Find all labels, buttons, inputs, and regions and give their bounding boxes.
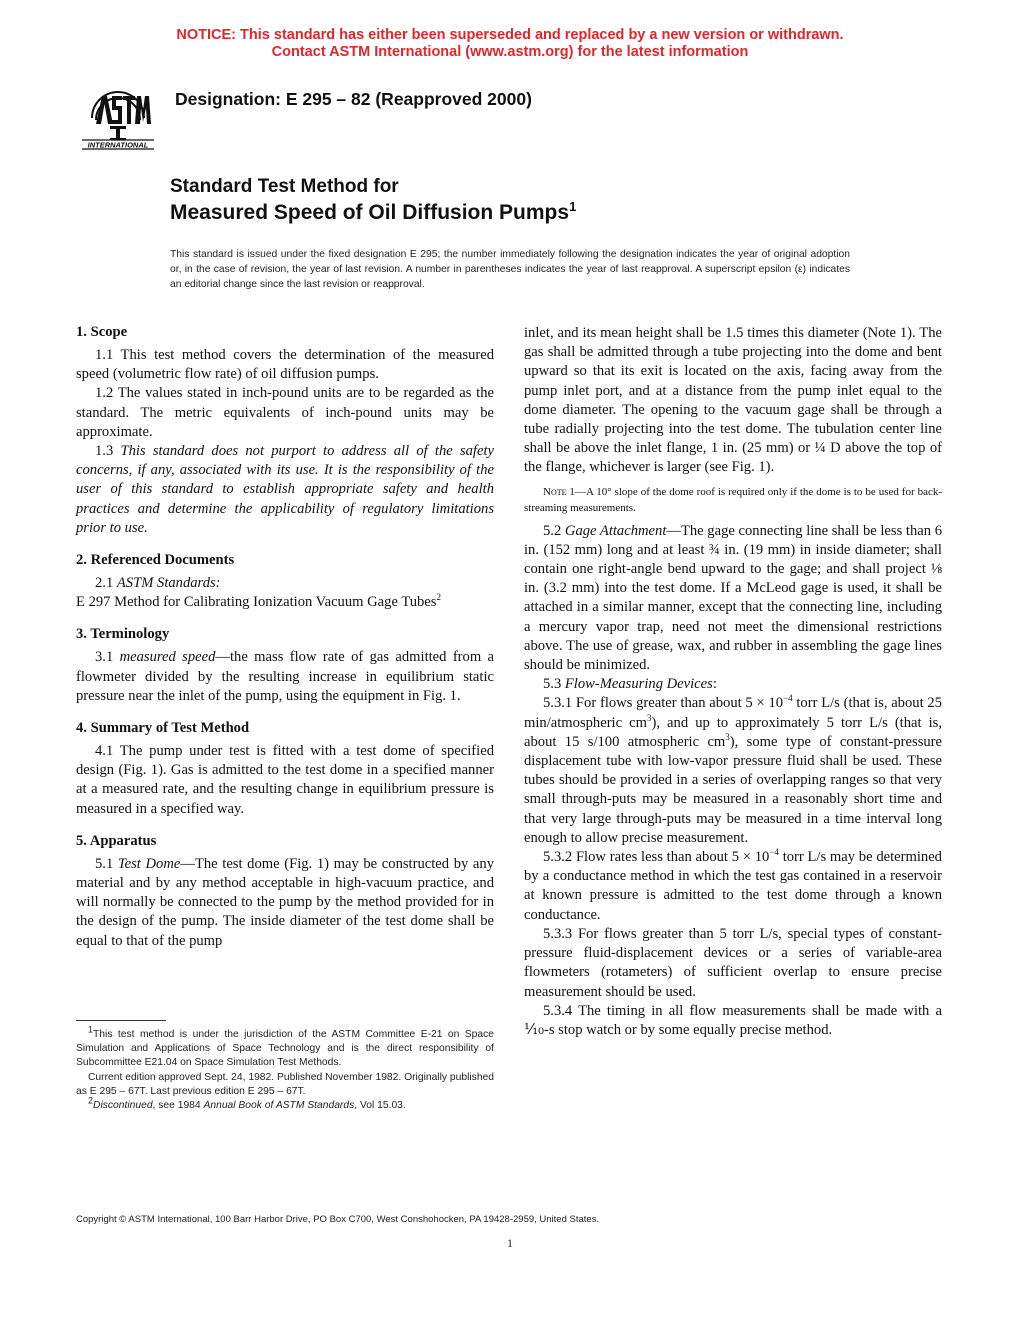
paragraph-text: —The gage connecting line shall be less than 6 in. (152 mm) long and at least ¾ in. (19 mm) in inside diameter; shall contain one right-angle bend upward to the gage; and shall project ⅛ in. (3.2 mm) into the test dome. If a McLeod gage is used, it shall be attached in a similar manner, except that the connecting line, including a mercury vapor trap, need not meet the dimensional restrictions above. The use of grease, wax, and rubber in assembling the gage lines should be minimized. — [524, 522, 942, 674]
copyright-notice: Copyright © ASTM International, 100 Barr Harbor Drive, PO Box C700, West Conshohocken, PA 19428-2959, United States. — [76, 1214, 600, 1225]
referenced-documents-heading: 2. Referenced Documents — [76, 552, 235, 569]
defined-term: Gage Attachment — [564, 522, 667, 539]
page-number: 1 — [507, 1236, 513, 1250]
exponent: −4 — [783, 693, 793, 704]
paragraph-number: 5.3 — [543, 676, 565, 693]
paragraph-number: 5.2 — [543, 522, 565, 539]
paragraph-number: 2.1 — [95, 575, 117, 592]
logo-subtitle: INTERNATIONAL — [87, 140, 149, 150]
footnote-italic: Discontinued — [93, 1100, 153, 1112]
astm-standards-label: ASTM Standards: — [116, 575, 221, 592]
issuance-statement: This standard is issued under the fixed designation E 295; the number immediately following the designation indicates the year of original adoption or, in the case of revision, the year of last revision. A number in parentheses indicates the year of last reapproval. A superscript epsilon (ε) indicates an editorial change since the last revision or reapproval. — [170, 249, 850, 290]
paragraph-5-3-4: 5.3.4 The timing in all flow measurements shall be made with a ⅒-s stop watch or by some equally precise method. — [524, 1002, 942, 1038]
safety-statement: This standard does not purport to address all of the safety concerns, if any, associated with its use. It is the responsibility of the user of this standard to establish appropriate safety and health practices and determine the applicability of regulatory limitations prior to use. — [76, 443, 494, 536]
note-text: —A 10° slope of the dome roof is required only if the dome is to be used for back-streaming measurements. — [524, 485, 942, 514]
footnote-divider — [76, 1020, 166, 1021]
text-run: ), some type of constant-pressure displacement tube with low-vapor pressure fluid shall be used. These tubes should be provided in a series of overlapping ranges so that very small through-puts may be measured in a reasonably short time and that very large through-puts may be measured in a time interval long enough to allow precise measurement. — [524, 733, 943, 846]
text-run: torr L/s may be determined by a conductance method in which the test gas contained in a reservoir at known pressure is admitted to the test dome through a known conductance. — [524, 849, 942, 923]
withdrawal-notice — [0, 27, 1020, 61]
document-title — [170, 175, 576, 227]
colon: : — [712, 676, 717, 693]
apparatus-heading: 5. Apparatus — [76, 832, 157, 849]
footnote-text: This test method is under the jurisdiction of the ASTM Committee E-21 on Space Simulation and Applications of Space Technology and is the direct responsibility of Subcommittee E21.04 on Space Simulation Test Methods. — [76, 1029, 494, 1069]
footnote-text: , see 1984 — [152, 1100, 204, 1112]
reference-text: E 297 Method for Calibrating Ionization Vacuum Gage Tubes — [76, 594, 437, 611]
exponent: −4 — [769, 847, 779, 858]
footnote-italic: Annual Book of ASTM Standards — [203, 1100, 355, 1112]
section-apparatus — [76, 831, 494, 951]
left-column — [76, 322, 494, 963]
footnote-text: , Vol 15.03. — [354, 1100, 406, 1112]
summary-heading: 4. Summary of Test Method — [76, 720, 250, 737]
reference-e297 — [76, 593, 494, 612]
footnote-marker: 1 — [88, 1024, 94, 1035]
section-terminology — [76, 624, 494, 706]
paragraph-5-3 — [524, 675, 942, 694]
note-1 — [524, 484, 942, 516]
exponent: 3 — [725, 732, 730, 742]
footnote-marker: 2 — [88, 1095, 94, 1106]
designation: Designation: E 295 – 82 (Reapproved 2000) — [175, 89, 532, 109]
text-run: torr L/s (that is, about 25 min/atmospheric cm — [524, 695, 942, 731]
paragraph-5-3-3: 5.3.3 For flows greater than 5 torr L/s, special types of constant-pressure fluid-displacement devices or a series of variable-area flowmeters (rotameters) of sufficient overlap to ensure precise measurement should be used. — [524, 925, 942, 1000]
paragraph-number: 1.3 — [95, 443, 121, 460]
defined-term: Flow-Measuring Devices — [564, 676, 713, 693]
paragraph-1-2: 1.2 The values stated in inch-pound units are to be regarded as the standard. The metric equivalents of inch-pound units may be approximate. — [76, 385, 494, 440]
definition-text: —the mass flow rate of gas admitted from a flowmeter divided by the resulting increase in equilibrium static pressure near the inlet of the pump, using the equipment in Fig. 1. — [76, 649, 495, 704]
paragraph-number: 3.1 — [95, 649, 120, 666]
paragraph-number: 5.1 — [95, 855, 118, 872]
footnote-2 — [76, 1095, 494, 1113]
paragraph-5-3-1 — [524, 694, 942, 848]
footnotes — [76, 1024, 494, 1113]
paragraph-2-1 — [76, 574, 494, 593]
astm-logo — [76, 76, 160, 152]
notice-line-1: NOTICE: This standard has either been superseded and replaced by a new version or withdrawn. — [176, 27, 844, 43]
title-main-text: Measured Speed of Oil Diffusion Pumps — [170, 201, 570, 224]
notice-line-2: Contact ASTM International (www.astm.org) for the latest information — [271, 44, 749, 60]
title-line-1: Standard Test Method for — [170, 176, 399, 197]
paragraph-3-1 — [76, 648, 494, 706]
section-summary — [76, 718, 494, 819]
note-label: Note 1 — [543, 485, 575, 498]
title-footnote-ref: 1 — [569, 199, 577, 214]
paragraph-text: —The test dome (Fig. 1) may be constructed by any material and by any method acceptable in high-vacuum practice, and will normally be connected to the pump by the method provided for in the design of the pump. The inside diameter of the test dome shall be equal to that of the pump — [76, 855, 494, 949]
section-referenced-documents — [76, 550, 494, 612]
paragraph-5-2 — [524, 522, 942, 676]
paragraph-1-1: 1.1 This test method covers the determination of the measured speed (volumetric flow rate) of oil diffusion pumps. — [76, 347, 494, 383]
paragraph-4-1: 4.1 The pump under test is fitted with a test dome of specified design (Fig. 1). Gas is admitted to the test dome in a specified manner at a measured rate, and the resulting change in equilibrium pressure is measured in a specified way. — [76, 743, 494, 817]
footnote-1 — [76, 1024, 494, 1071]
right-column — [524, 324, 942, 1040]
defined-term: measured speed — [119, 649, 216, 666]
paragraph-5-1 — [76, 855, 494, 951]
text-run: 5.3.2 Flow rates less than about 5 × 10 — [543, 849, 770, 866]
text-run: ), and up to approximately 5 torr L/s (that is, about 15 s/100 atmospheric cm — [524, 714, 943, 750]
terminology-heading: 3. Terminology — [76, 626, 170, 643]
scope-heading: 1. Scope — [76, 324, 128, 340]
paragraph-1-3 — [76, 442, 494, 538]
title-line-2 — [170, 199, 576, 227]
exponent: 3 — [646, 712, 652, 723]
paragraph-5-3-2 — [524, 848, 942, 925]
footnote-1-edition: Current edition approved Sept. 24, 1982. Published November 1982. Originally published as E 295 – 67T. Last previous edition E 295 – 67T. — [76, 1071, 494, 1097]
text-run: 5.3.1 For flows greater than about 5 × 10 — [543, 695, 784, 712]
paragraph-5-1-continued: inlet, and its mean height shall be 1.5 times this diameter (Note 1). The gas shall be admitted through a tube projecting into the dome and bent upward so that its exit is located on the axis, facing away from the pump inlet port, and at a distance from the pump inlet equal to the dome diameter. The opening to the vacuum gage shall be through a tube radially projecting into the test dome. The tubulation center line shall be above the inlet flange, 1 in. (25 mm) or ¼ D above the top of the flange, whichever is larger (see Fig. 1). — [524, 325, 942, 476]
footnote-ref: 2 — [436, 592, 441, 603]
section-scope — [76, 322, 494, 538]
defined-term: Test Dome — [117, 855, 181, 872]
